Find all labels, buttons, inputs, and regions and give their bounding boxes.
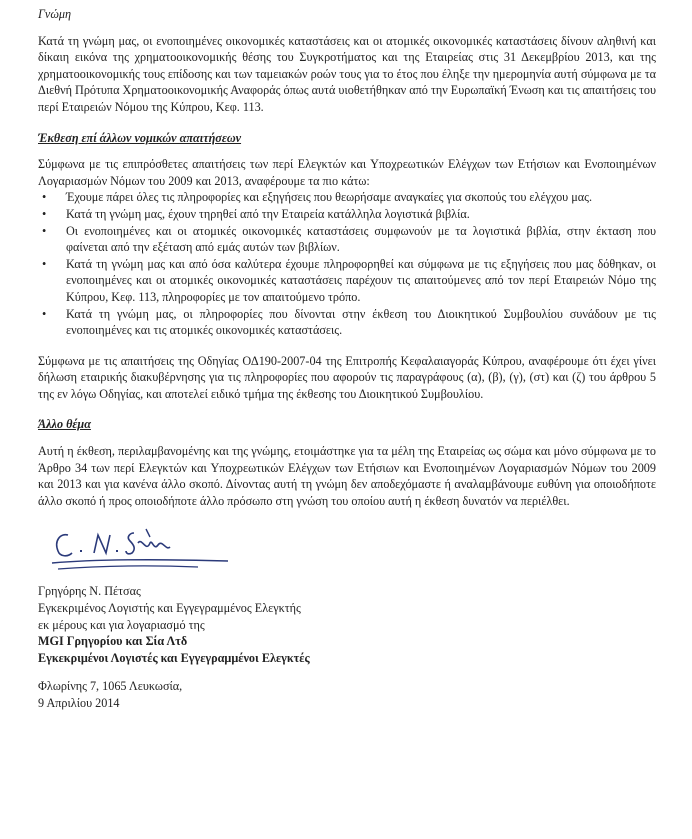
signature-image — [38, 523, 258, 583]
legal-intro-paragraph: Σύμφωνα με τις επιπρόσθετες απαιτήσεις των περί Ελεγκτών και Υποχρεωτικών Ελέγχων των Ετήσιων και Ενοποιημένων Λογαριασμών Νόμων του 2009 και 2013, αναφέρουμε τα πιο κάτω: — [38, 157, 656, 188]
list-item: • Κατά τη γνώμη μας και από όσα καλύτερα έχουμε πληροφορηθεί και σύμφωνα με τις εξηγήσεις που μας δόθηκαν, οι ενοποιημένες και οι ατομικές οικονομικές καταστάσεις παρέχουν τις απαιτούμενες από τον περί Εταιρειών Νόμο της Κύπρου, Κεφ. 113, πληροφορίες με τον απαιτούμενο τρόπο. — [38, 256, 656, 306]
opinion-heading: Γνώμη — [38, 7, 72, 21]
address-street: Φλωρίνης 7, 1065 Λευκωσία, — [38, 679, 183, 694]
legal-requirements-heading: Έκθεση επί άλλων νομικών απαιτήσεων — [38, 130, 242, 145]
signatory-title: Εγκεκριμένος Λογιστής και Εγγεγραμμένος Ελεγκτής — [38, 601, 301, 616]
other-matter-heading: Άλλο θέμα — [38, 417, 91, 432]
signatory-block — [38, 583, 656, 666]
firm-subtitle: Εγκεκριμένοι Λογιστές και Εγγεγραμμένοι Ελεγκτές — [38, 650, 310, 665]
on-behalf-line: εκ μέρους και για λογαριασμό της — [38, 617, 205, 632]
list-item: • Έχουμε πάρει όλες τις πληροφορίες και εξηγήσεις που θεωρήσαμε αναγκαίες για σκοπούς του ελέγχου μας. — [38, 189, 656, 206]
opinion-paragraph: Κατά τη γνώμη μας, οι ενοποιημένες οικονομικές καταστάσεις και οι ατομικές οικονομικές καταστάσεις δίνουν αληθινή και δίκαιη εικόνα της χρηματοοικονομικής θέσης του Συγκροτήματος και της Εταιρείας στις 31 Δεκεμβρίου 2013, και της χρηματοοικονομικής τους επίδοσης και των ταμειακών ροών τους για το έτος που έληξε την ημερομηνία αυτή σύμφωνα με τα Διεθνή Πρότυπα Χρηματοοικονομικής Αναφοράς όπως αυτά υιοθετήθηκαν από την Ευρωπαϊκή Ένωση και τις απαιτήσεις του περί Εταιρειών Νόμου της Κύπρου, Κεφ. 113. — [38, 33, 656, 114]
other-matter-paragraph: Αυτή η έκθεση, περιλαμβανομένης και της γνώμης, ετοιμάστηκε για τα μέλη της Εταιρείας ως σώμα και μόνο σύμφωνα με το Άρθρο 34 των περί Ελεγκτών και Υποχρεωτικών Ελέγχων των Ετήσιων και Ενοποιημένων Λογαριασμών Νόμων του 2009 και 2013 και για κανένα άλλο σκοπό. Δίνοντας αυτή τη γνώμη δεν αποδεχόμαστε ή αναλαμβάνουμε ευθύνη για οποιοδήποτε άλλο σκοπό ή προς οποιοδήποτε άλλο πρόσωπο στη γνώση του οποίου αυτή η έκθεση δυνατόν να περιέλθει. — [38, 444, 656, 508]
report-date: 9 Απριλίου 2014 — [38, 696, 120, 710]
address-block — [38, 678, 656, 711]
handwritten-signature — [38, 523, 656, 583]
directive-paragraph: Σύμφωνα με τις απαιτήσεις της Οδηγίας ΟΔ190-2007-04 της Επιτροπής Κεφαλαιαγοράς Κύπρου, αναφέρουμε ότι έχει γίνει δήλωση εταιρικής διακυβέρνησης για τις πληροφορίες που αφορούν τις παραγράφους (α), (β), (γ), (στ) και (ζ) του άρθρου 5 της εν λόγω Οδηγίας, και αποτελεί ειδικό τμήμα της έκθεσης του Διοικητικού Συμβουλίου. — [38, 353, 656, 401]
firm-name: MGI Γρηγορίου και Σία Λτδ — [38, 634, 188, 649]
signatory-name: Γρηγόρης Ν. Πέτσας — [38, 584, 141, 599]
list-item: • Οι ενοποιημένες και οι ατομικές οικονομικές καταστάσεις συμφωνούν με τα λογιστικά βιβλία, στην έκταση που φαίνεται από την εξέταση από εμάς αυτών των βιβλίων. — [38, 223, 656, 256]
legal-bullet-list — [38, 189, 656, 338]
list-item: • Κατά τη γνώμη μας, οι πληροφορίες που δίνονται στην έκθεση του Διοικητικού Συμβουλίου συνάδουν με τις ενοποιημένες και τις ατομικές οικονομικές καταστάσεις. — [38, 306, 656, 339]
list-item: • Κατά τη γνώμη μας, έχουν τηρηθεί από την Εταιρεία κατάλληλα λογιστικά βιβλία. — [38, 206, 656, 223]
